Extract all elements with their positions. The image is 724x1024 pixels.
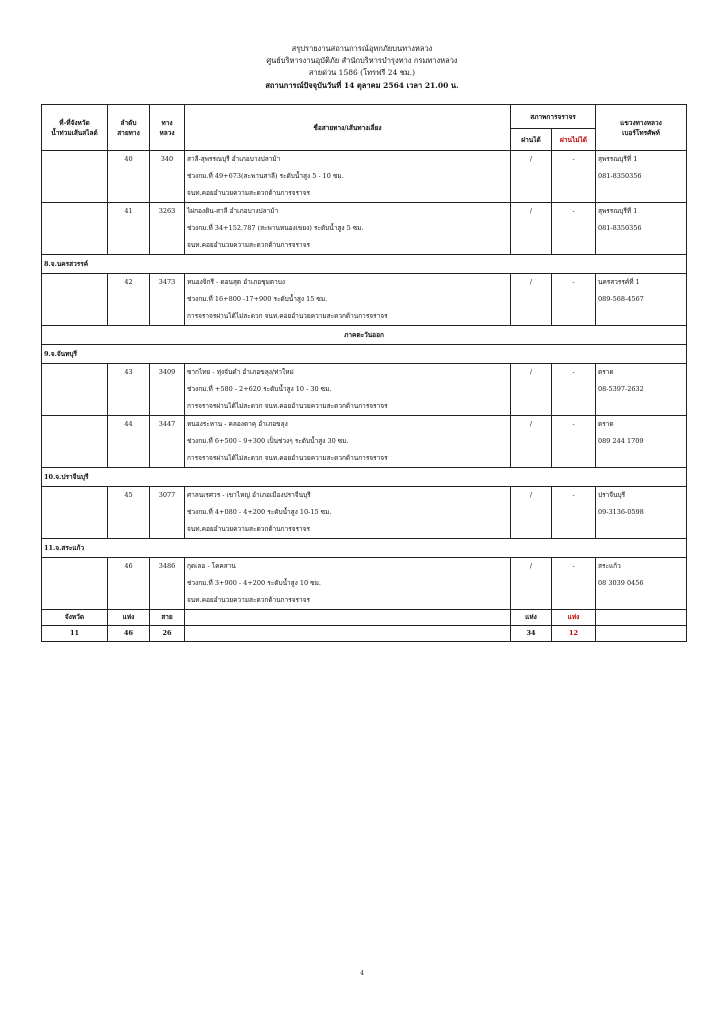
seq-cell: 40 xyxy=(108,151,150,203)
region-row xyxy=(42,326,687,345)
area-cell xyxy=(42,416,108,468)
total-pass: 34 xyxy=(511,626,552,642)
route-line: จนท.คอยอำนวยความสะดวกด้านการจราจร xyxy=(187,189,310,197)
table-row xyxy=(42,203,687,255)
province-label: 8.จ.นครสวรรค์ xyxy=(42,255,687,274)
route-name-cell xyxy=(185,274,511,326)
total-points: 46 xyxy=(108,626,150,642)
office-name: ปราจีนบุรี xyxy=(598,491,626,499)
office-name: สระแก้ว xyxy=(598,562,621,570)
province-label: 9.จ.จันทบุรี xyxy=(42,345,687,364)
office-name: ตราด xyxy=(598,368,614,376)
total-nopass: 12 xyxy=(552,626,596,642)
total-spacer xyxy=(185,610,511,626)
pass-cell: / xyxy=(511,274,552,326)
route-line: จนท.คอยอำนวยความสะดวกด้านการจราจร xyxy=(187,241,310,249)
route-line: ช่วงกม.ที่ +580 - 2+620 ระดับน้ำสูง 10 - 30 ซม. xyxy=(187,385,332,393)
route-line: ช่วงกม.ที่ 49+673(สะพานสาลี) ระดับน้ำสูง 5 - 10 ซม. xyxy=(187,172,344,180)
office-phone: 081-8350356 xyxy=(598,172,642,180)
office-cell xyxy=(596,203,687,255)
nopass-cell: - xyxy=(552,151,596,203)
nopass-cell: - xyxy=(552,364,596,416)
seq-cell: 43 xyxy=(108,364,150,416)
office-cell xyxy=(596,274,687,326)
route-line: ช่วงกม.ที่ 6+500 - 9+300 เป็นช่วงๆ ระดับน้ำสูง 30 ซม. xyxy=(187,437,349,445)
route-cell: 3473 xyxy=(150,274,185,326)
province-row xyxy=(42,539,687,558)
total-prov: 11 xyxy=(42,626,108,642)
office-cell xyxy=(596,487,687,539)
office-cell xyxy=(596,364,687,416)
office-phone: 09-3136-0598 xyxy=(598,508,644,516)
pass-cell: / xyxy=(511,364,552,416)
route-name-cell xyxy=(185,558,511,610)
route-line: การจราจรผ่านได้ไม่สะดวก จนท.คอยอำนวยความสะดวกด้านการจราจร xyxy=(187,454,388,462)
nopass-cell: - xyxy=(552,274,596,326)
route-cell: 3447 xyxy=(150,416,185,468)
col-area-header: ที่-ที่จังหวัด น้ำท่วมเส้นสไลด์ xyxy=(42,105,108,151)
route-line: สาลี-สุพรรณบุรี อำเภอบางปลาม้า xyxy=(187,155,281,163)
route-line: ช่วงกม.ที่ 16+800 -17+900 ระดับน้ำสูง 15 ซม. xyxy=(187,295,328,303)
province-row xyxy=(42,255,687,274)
route-name-cell xyxy=(185,203,511,255)
office-name: ตราด xyxy=(598,420,614,428)
office-phone: 089-568-4567 xyxy=(598,295,644,303)
table-row xyxy=(42,364,687,416)
route-line: การจราจรผ่านได้ไม่สะดวก จนท.คอยอำนวยความสะดวกด้านการจราจร xyxy=(187,402,388,410)
route-line: หนองระหาน - คลองตาคุ อำเภอขลุง xyxy=(187,420,288,428)
pass-cell: / xyxy=(511,203,552,255)
col-pass-header: ผ่านได้ xyxy=(511,129,552,151)
total-office-spacer xyxy=(596,626,687,642)
route-line: ช่วงกม.ที่ 4+080 - 4+200 ระดับน้ำสูง 10-15 ซม. xyxy=(187,508,332,516)
total-routes: 26 xyxy=(150,626,185,642)
page-number: 4 xyxy=(360,970,364,977)
nopass-cell: - xyxy=(552,416,596,468)
area-cell xyxy=(42,203,108,255)
route-line: ช่วงกม.ที่ 3+900 - 4+200 ระดับน้ำสูง 10 ซม. xyxy=(187,579,321,587)
nopass-cell: - xyxy=(552,558,596,610)
total-prov-label: จังหวัด xyxy=(42,610,108,626)
route-line: จนท.คอยอำนวยความสะดวกด้านการจราจร xyxy=(187,525,310,533)
route-line: กุดเลอ - โคคสาน xyxy=(187,562,236,570)
area-cell xyxy=(42,151,108,203)
report-title: สรุปรายงานสถานการณ์อุทกภัยบนทางหลวง xyxy=(291,44,433,53)
area-cell xyxy=(42,274,108,326)
total-spacer xyxy=(185,626,511,642)
seq-cell: 46 xyxy=(108,558,150,610)
route-line: จนท.คอยอำนวยความสะดวกด้านการจราจร xyxy=(187,596,310,604)
col-status-header: สภาพการจราจร xyxy=(511,105,596,129)
nopass-cell: - xyxy=(552,203,596,255)
office-phone: 08 3039 0456 xyxy=(598,579,644,587)
route-line: หนองจิกรี - ดอนสุด อำเภอชุมตาบง xyxy=(187,278,286,286)
area-cell xyxy=(42,364,108,416)
total-nopass-label: แห่ง xyxy=(552,610,596,626)
table-row xyxy=(42,151,687,203)
province-label: 11.จ.สระแก้ว xyxy=(42,539,687,558)
route-name-cell xyxy=(185,151,511,203)
seq-cell: 41 xyxy=(108,203,150,255)
route-cell: 340 xyxy=(150,151,185,203)
seq-cell: 44 xyxy=(108,416,150,468)
total-pass-label: แห่ง xyxy=(511,610,552,626)
nopass-cell: - xyxy=(552,487,596,539)
route-line: ซากไทย - ทุ่งจันดำ อำเภอขลุง/ท่าใหม่ xyxy=(187,368,294,376)
pass-cell: / xyxy=(511,416,552,468)
col-office-header: แขวงทางหลวง เบอร์โทรศัพท์ xyxy=(596,105,687,151)
seq-cell: 42 xyxy=(108,274,150,326)
area-cell xyxy=(42,558,108,610)
route-name-cell xyxy=(185,416,511,468)
col-nopass-header: ผ่านไม่ได้ xyxy=(552,129,596,151)
totals-header-row xyxy=(42,610,687,626)
table-row xyxy=(42,558,687,610)
office-name: นครสวรรค์ที่ 1 xyxy=(598,278,640,286)
route-name-cell xyxy=(185,364,511,416)
office-cell xyxy=(596,558,687,610)
route-line: ศาลนเรศวร - เขาไหญ่ อำเภอเมืองปราจีนบุรี xyxy=(187,491,311,499)
office-phone: 08-5397-2632 xyxy=(598,385,644,393)
route-cell: 3263 xyxy=(150,203,185,255)
col-name-header: ชื่อสายทาง/เส้นทางเลี่ยง xyxy=(185,105,511,151)
total-routes-label: สาย xyxy=(150,610,185,626)
province-label: 10.จ.ปราจีนบุรี xyxy=(42,468,687,487)
seq-cell: 45 xyxy=(108,487,150,539)
office-cell xyxy=(596,151,687,203)
status-date: สถานการณ์ปัจจุบันวันที่ 14 ตุลาคม 2564 เวลา 21.00 น. xyxy=(265,81,459,90)
pass-cell: / xyxy=(511,487,552,539)
pass-cell: / xyxy=(511,558,552,610)
office-phone: 089 244 1709 xyxy=(598,437,644,445)
route-line: ช่วงกม.ที่ 34+152.787 (สะพานหนองเขยง) ระดับน้ำสูง 5 ซม. xyxy=(187,224,364,232)
route-name-cell xyxy=(185,487,511,539)
office-name: สุพรรณบุรีที่ 1 xyxy=(598,207,638,215)
route-line: ไผ่กองดิน-สาลี อำเภอบางปลาม้า xyxy=(187,207,279,215)
route-cell: 3077 xyxy=(150,487,185,539)
office-cell xyxy=(596,416,687,468)
route-cell: 3409 xyxy=(150,364,185,416)
total-points-label: แห่ง xyxy=(108,610,150,626)
table-row xyxy=(42,274,687,326)
total-office-spacer xyxy=(596,610,687,626)
route-line: การจราจรผ่านได้ไม่สะดวก จนท.คอยอำนวยความสะดวกด้านการจราจร xyxy=(187,312,388,320)
province-row xyxy=(42,345,687,364)
region-label: ภาคตะวันออก xyxy=(42,326,687,345)
totals-row xyxy=(42,626,687,642)
report-subtitle: ศูนย์บริหารงานอุบัติภัย สำนักบริหารบำรุงทาง กรมทางหลวง xyxy=(266,56,458,65)
province-row xyxy=(42,468,687,487)
office-name: สุพรรณบุรีที่ 1 xyxy=(598,155,638,163)
flood-report-table xyxy=(41,104,687,642)
col-route-header: ทาง หลวง xyxy=(150,105,185,151)
col-seq-header: ลำดับ สายทาง xyxy=(108,105,150,151)
table-row xyxy=(42,416,687,468)
hotline: สายด่วน 1586 (โทรฟรี 24 ชม.) xyxy=(308,68,416,77)
office-phone: 081-8350356 xyxy=(598,224,642,232)
route-cell: 3486 xyxy=(150,558,185,610)
table-row xyxy=(42,487,687,539)
pass-cell: / xyxy=(511,151,552,203)
area-cell xyxy=(42,487,108,539)
